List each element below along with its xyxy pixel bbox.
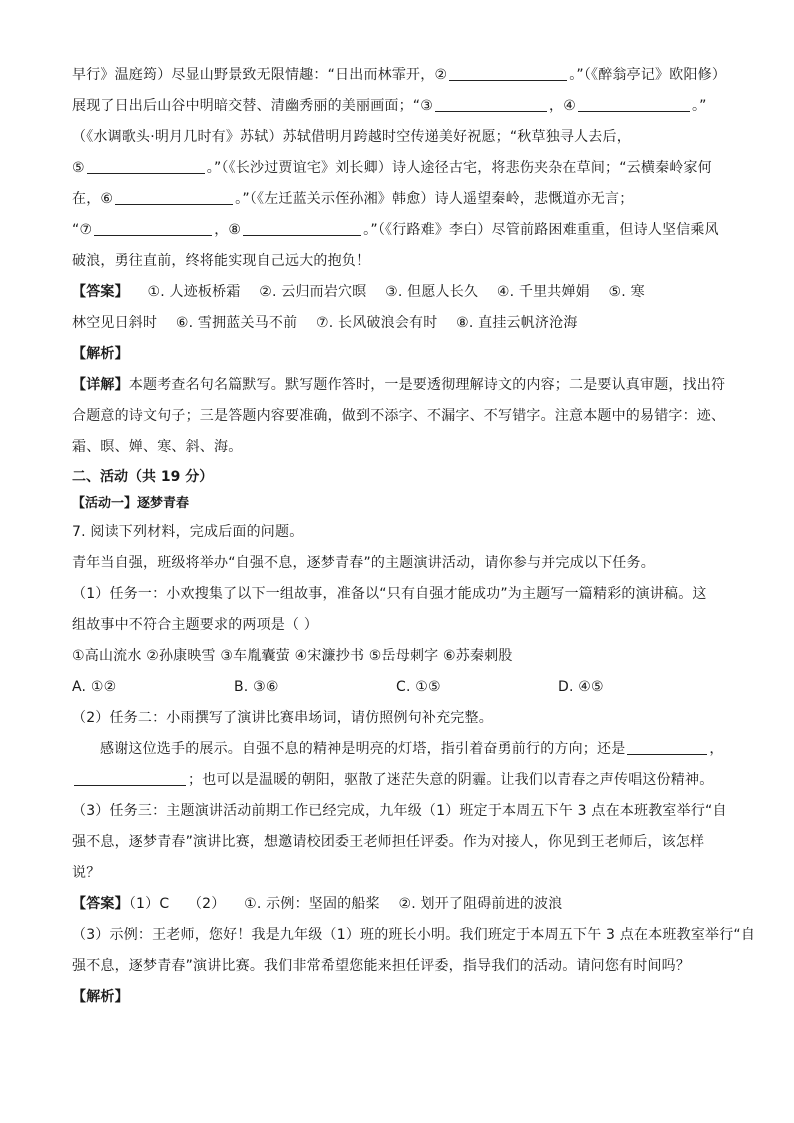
option-a: A. ①② <box>72 679 117 695</box>
answer-item: ⑥. 雪拥蓝关马不前 <box>175 315 298 331</box>
text-line <box>72 246 722 277</box>
text-line: 强不息，逐梦青春”演讲比赛，想邀请校团委王老师担任评委。作为对接人，你见到王老师后，该怎样 <box>72 834 705 850</box>
text-line <box>72 432 722 463</box>
fill-blank-7 <box>94 219 212 236</box>
question-stem: 7. 阅读下列材料，完成后面的问题。 <box>72 524 304 540</box>
analysis-heading <box>72 339 722 370</box>
text-segment: 。” <box>691 98 707 114</box>
text-line <box>72 91 722 122</box>
text-line: （2）任务二：小雨撰写了演讲比赛串场词，请仿照例句补充完整。 <box>72 710 493 726</box>
text-line: 强不息，逐梦青春”演讲比赛。我们非常希望您能来担任评委，指导我们的活动。请问您有时间吗？ <box>72 958 691 974</box>
text-line <box>72 122 722 153</box>
text-segment: ，⑧ <box>214 222 242 238</box>
answer-line <box>72 889 722 920</box>
analysis-tag: 【解析】 <box>72 989 129 1005</box>
fill-blank-3 <box>435 95 547 112</box>
text-line: 说？ <box>72 865 101 881</box>
option-c: C. ①⑤ <box>396 679 441 695</box>
text-line: （3）任务三：主题演讲活动前期工作已经完成，九年级（1）班定于本周五下午 3 点在本班教室举行“自 <box>72 803 727 819</box>
text-segment: 。”（《醉翁亭记》欧阳修） <box>569 67 727 83</box>
text-segment: 。”（《左迁蓝关示侄孙湘》韩愈）诗人遥望秦岭，悲慨道亦无言； <box>235 191 634 207</box>
text-line <box>72 765 722 796</box>
option-b: B. ③⑥ <box>234 679 279 695</box>
story-list: ①高山流水 ②孙康映雪 ③车胤囊萤 ④宋濂抄书 ⑤岳母刺字 ⑥苏秦刺股 <box>72 648 513 664</box>
option-d: D. ④⑤ <box>558 679 604 695</box>
fill-blank-5 <box>87 157 205 174</box>
detail-tag: 【详解】 <box>72 377 129 393</box>
text-segment: 早行》温庭筠）尽显山野景致无限情趣：“日出而林霏开，② <box>72 67 448 83</box>
text-line <box>72 184 722 215</box>
fill-blank-6 <box>115 188 233 205</box>
fill-blank <box>74 769 186 786</box>
text-segment: （《水调歌头·明月几时有》苏轼）苏轼借明月跨越时空传递美好祝愿；“秋草独寻人去后， <box>72 129 631 145</box>
text-segment: 破浪，勇往直前，终将能实现自己远大的抱负！ <box>72 253 371 269</box>
answer-item: ③. 但愿人长久 <box>385 284 479 300</box>
text-line <box>72 60 727 91</box>
answer-item: ②. 划开了阻碍前进的波浪 <box>398 896 563 912</box>
fill-blank-4 <box>578 95 690 112</box>
analysis-heading <box>72 982 722 1013</box>
text-line <box>72 734 722 765</box>
text-line: （3）示例：王老师，您好！我是九年级（1）班的班长小明。我们班定于本周五下午 3 点在本班教室举行“自 <box>72 927 756 943</box>
text-segment: 霜、暝、婵、寒、斜、海。 <box>72 439 243 455</box>
fill-blank <box>627 738 707 755</box>
text-segment: ；也可以是温暖的朝阳，驱散了迷茫失意的阴霾。让我们以青春之声传唱这份精神。 <box>188 772 714 788</box>
fill-blank-8 <box>243 219 361 236</box>
answer-item: ⑦. 长风破浪会有时 <box>315 315 438 331</box>
text-line: （1）任务一：小欢搜集了以下一组故事，准备以“只有自强才能成功”为主题写一篇精彩的演讲稿。这 <box>72 586 707 602</box>
answer-item: （1）C <box>128 896 170 912</box>
answer-tag: 【答案】 <box>72 284 129 300</box>
activity-title: 【活动一】逐梦青春 <box>72 496 190 511</box>
answer-item: ②. 云归而岩穴暝 <box>259 284 367 300</box>
text-segment: ， <box>709 741 724 757</box>
answer-item: 林空见日斜时 <box>72 315 158 331</box>
answer-item: ④. 千里共婵娟 <box>496 284 590 300</box>
text-segment: ，④ <box>549 98 576 114</box>
text-line <box>72 153 722 184</box>
text-segment: 感谢这位选手的展示。自强不息的精神是明亮的灯塔，指引着奋勇前行的方向；还是 <box>100 741 626 757</box>
answer-line <box>72 277 722 308</box>
section-title: 二、活动（共 19 分） <box>72 469 214 485</box>
answer-line <box>72 308 722 339</box>
text-line <box>72 401 726 432</box>
answer-tag: 【答案】 <box>72 896 129 912</box>
text-line <box>72 370 726 401</box>
fill-blank-2 <box>449 64 567 81</box>
answer-item: ⑧. 直挂云帆济沧海 <box>456 315 578 331</box>
choice-options <box>72 672 722 703</box>
answer-item: ①. 人迹板桥霜 <box>147 284 241 300</box>
text-segment: ⑤ <box>72 160 85 176</box>
analysis-tag: 【解析】 <box>72 346 129 362</box>
document-page <box>72 60 756 1013</box>
text-line: 组故事中不符合主题要求的两项是（ ） <box>72 617 319 633</box>
text-segment: 合题意的诗文句子；三是答题内容要准确，做到不添字、不漏字、不写错字。注意本题中的易错字：迹、 <box>72 408 726 424</box>
text-segment: 本题考查名句名篇默写。默写题作答时，一是要透彻理解诗文的内容；二是要认真审题，找出符 <box>128 377 726 393</box>
answer-item: ⑤. 寒 <box>608 284 645 300</box>
text-segment: 。”（《行路难》李白）尽管前路困难重重，但诗人坚信乘风 <box>363 222 719 238</box>
text-line <box>72 215 722 246</box>
text-segment: “⑦ <box>72 222 93 238</box>
answer-item: ①. 示例：坚固的船桨 <box>244 896 380 912</box>
text-segment: 展现了日出后山谷中明暗交替、清幽秀丽的美丽画面；“③ <box>72 98 434 114</box>
text-segment: 在，⑥ <box>72 191 114 207</box>
text-line: 青年当自强，班级将举办“自强不息，逐梦青春”的主题演讲活动，请你参与并完成以下任务。 <box>72 555 655 571</box>
text-segment: 。”（《长沙过贾谊宅》刘长卿）诗人途径古宅，将悲伤夹杂在草间；“云横秦岭家何 <box>206 160 712 176</box>
answer-item: （2） <box>187 896 226 912</box>
